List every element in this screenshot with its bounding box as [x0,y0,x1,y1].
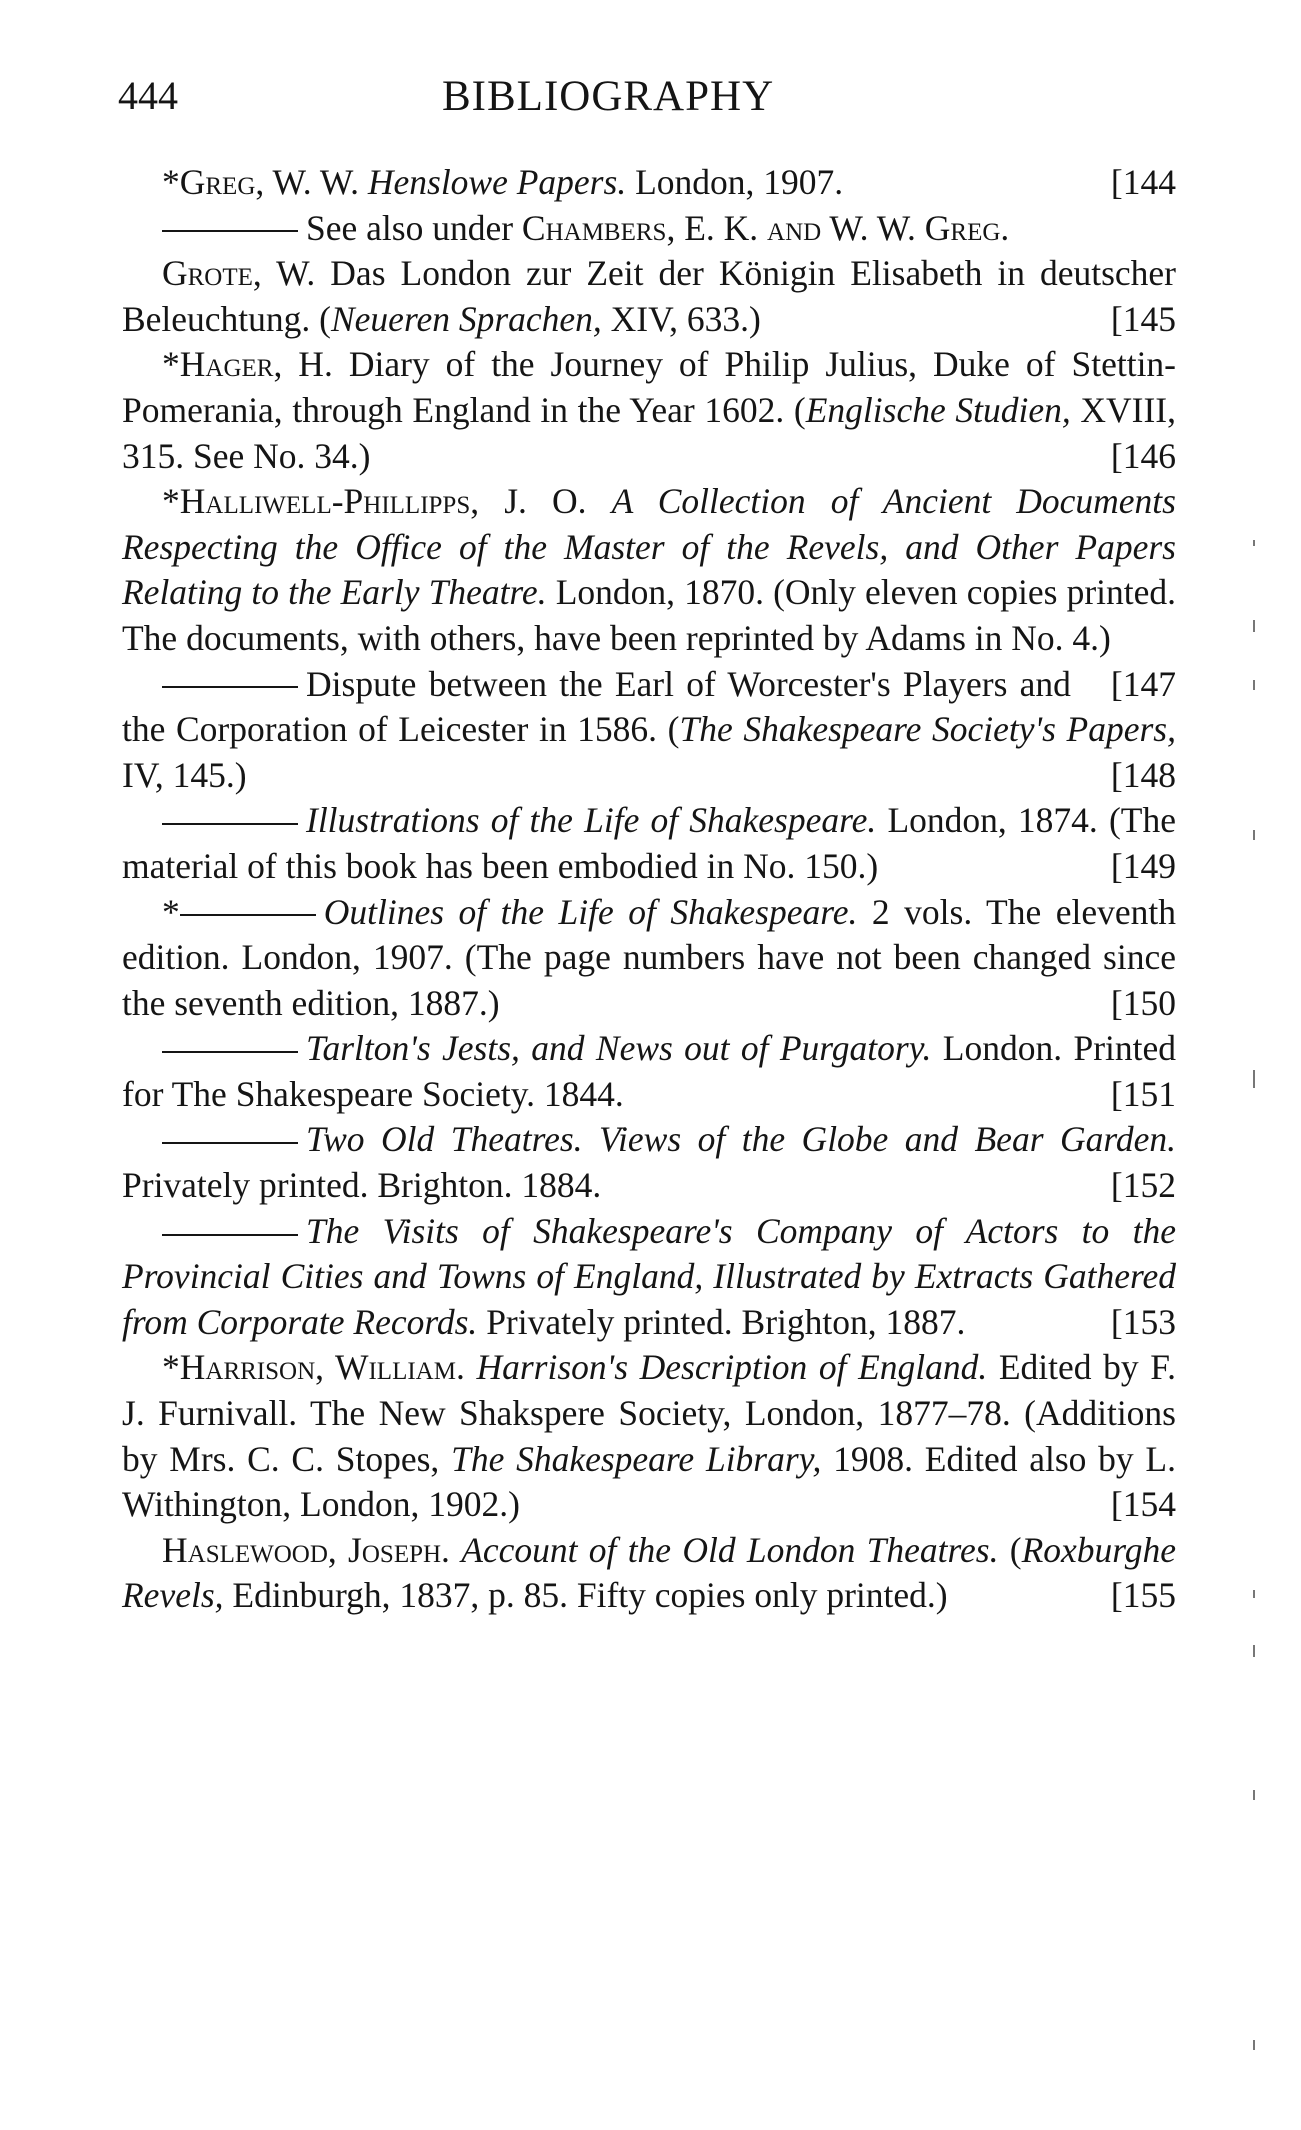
entry-title: Two Old Theatres. Views of the Globe and Bear Garden. [306,1119,1176,1160]
entry-details: Das London zur Zeit der Königin Elisabeth in deutscher Beleuchtung. ( [122,253,1176,339]
bib-entry-151 [122,1026,1176,1117]
entry-title: The Visits of Shakespeare's Company of Actors to the Provincial Cities and Towns of England, Illustrated by Extracts Gathered from Corporate Records. [122,1210,1176,1342]
ditto-dash [162,230,298,232]
running-head: BIBLIOGRAPHY [442,73,775,120]
scan-speck [1253,2040,1255,2050]
star-marker: * [162,162,180,202]
entry-title: Outlines of the Life of Shakespeare. [323,891,858,932]
entry-author: Halliwell-Phillipps, J. O. [179,481,587,522]
scan-speck [1253,540,1255,546]
bib-entry-152 [122,1117,1176,1208]
entry-author: Greg, W. W. [179,162,359,202]
entry-title: Englische Studien, [805,389,1071,430]
page-header [118,72,1180,132]
ditto-dash [162,1051,298,1053]
scan-speck [1253,620,1255,632]
entry-author: Harrison, William. [179,1347,465,1388]
entry-author: Hager, H. [179,344,333,385]
entry-title: Harrison's Description of England. [476,1347,988,1388]
scan-speck [1253,1590,1255,1598]
entry-number: [154 [1110,1484,1176,1525]
entry-number: [149 [1110,845,1176,886]
entry-number: [145 [1110,298,1176,339]
entry-number: [147 [1110,663,1176,704]
entry-number: [144 [1110,162,1176,202]
entry-author: Grote, W. [162,253,316,294]
ditto-dash [162,823,298,825]
scan-speck [1253,830,1255,840]
entry-title: A Collection of Ancient Documents Respecting the Office of the Master of the Revels, and Other Papers Relating to the Early Theatre. [122,481,1176,613]
entry-details: See also under [306,207,522,248]
entry-details: Privately printed. Brighton, 1887. [477,1301,966,1342]
bib-entry-155 [122,1528,1176,1619]
entry-title: Tarlton's Jests, and News out of Purgatory. [306,1028,932,1069]
bib-entry-146 [122,342,1176,479]
scan-speck [1253,1070,1255,1088]
star-marker: * [162,891,180,932]
scan-speck [1253,1790,1255,1800]
entry-details: Edited by F. J. Furnivall. The New Shakspere Society, London, 1877–78. (Additions by Mrs. C. C. Stopes, [122,1347,1176,1479]
entry-number: [150 [1110,982,1176,1023]
bibliography-entries [122,160,1176,1619]
bib-entry-154 [122,1345,1176,1527]
star-marker: * [162,481,180,522]
entry-number: [151 [1110,1073,1176,1114]
entry-number: [155 [1110,1575,1176,1616]
bib-entry-153 [122,1209,1176,1346]
bib-entry-148 [122,662,1176,799]
ditto-dash [162,686,298,688]
entry-number: [152 [1110,1165,1176,1206]
entry-details: London, 1907. [626,162,844,202]
bib-entry-145 [122,251,1176,342]
entry-number: [148 [1110,754,1176,795]
entry-title: Account of the Old London Theatres. [461,1529,999,1570]
entry-number: [153 [1110,1301,1176,1342]
star-marker: * [162,1347,180,1388]
bib-entry-see-also [122,206,1176,252]
entry-details: Diary of the Journey of Philip Julius, Duke of Stettin-Pomerania, through England in the Year 1602. ( [122,344,1177,430]
entry-details: 1908. Edited also by L. Withington, London, 1902.) [122,1438,1176,1525]
entry-title: The Shakespeare Society's Papers, [679,709,1176,750]
ditto-dash [162,1234,298,1236]
entry-details: London, 1874. (The material of this book has been embodied in No. 150.) [122,800,1176,886]
margin-specks [1253,0,1263,2130]
page-number: 444 [118,73,178,118]
entry-title: Roxburghe Revels, [122,1529,1177,1616]
entry-details: Edinburgh, 1837, p. 85. Fifty copies only printed.) [223,1575,948,1616]
entry-author: Haslewood, Joseph. [162,1529,450,1570]
entry-title: Neueren Sprachen, [331,298,602,339]
scan-speck [1253,1645,1255,1657]
entry-details: XVIII, 315. See No. 34.) [122,389,1176,476]
entry-details: XIV, 633.) [601,298,761,339]
entry-details: IV, 145.) [122,754,247,795]
entry-title: Illustrations of the Life of Shakespeare. [306,800,877,841]
ditto-dash [180,914,316,916]
entry-details: London. Printed for The Shakespeare Society. 1844. [122,1028,1176,1114]
ditto-dash [162,1142,298,1144]
entry-details: Privately printed. Brighton. 1884. [122,1165,602,1206]
bib-entry-149 [122,798,1176,889]
bib-entry-147 [122,479,1176,704]
entry-details: Dispute between the Earl of Worcester's Players and the Corporation of Leicester in 1586. ( [122,663,1071,750]
entry-author: Chambers, E. K. and [521,207,822,248]
bib-entry-144 [122,160,1176,206]
bib-entry-150 [122,890,1176,1027]
entry-author: Greg. [924,207,1010,248]
entry-title: The Shakespeare Library, [451,1438,822,1479]
scan-speck [1253,680,1255,690]
entry-details: ( [998,1529,1022,1570]
entry-details: W. W. [821,207,925,248]
entry-title: Henslowe Papers. [367,162,627,202]
entry-details: 2 vols. The eleventh edition. London, 1907. (The page numbers have not been changed since the seventh edition, 1887.) [122,891,1176,1023]
entry-details: London, 1870. (Only eleven copies printed. The documents, with others, have been reprinted by Adams in No. 4.) [122,572,1176,658]
entry-number: [146 [1110,435,1176,476]
star-marker: * [162,344,180,385]
